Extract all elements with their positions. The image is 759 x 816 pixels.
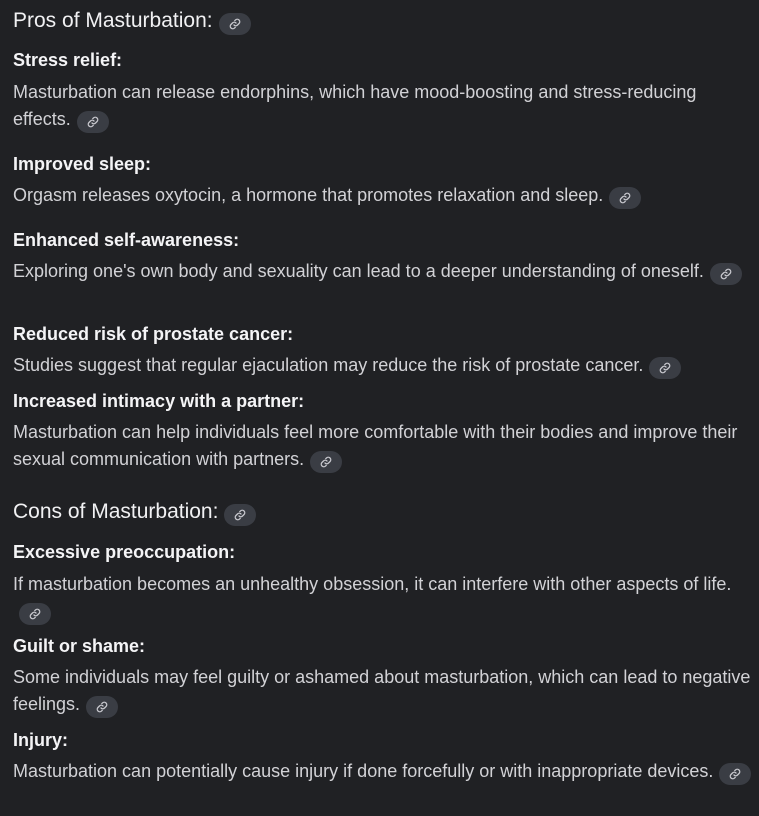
item-title: Injury:	[13, 730, 69, 750]
link-icon	[720, 268, 732, 280]
link-icon	[234, 509, 246, 521]
source-link-chip[interactable]	[310, 451, 342, 473]
source-link-chip[interactable]	[77, 111, 109, 133]
item-description	[13, 758, 753, 785]
item-description-text: Studies suggest that regular ejaculation may reduce the risk of prostate cancer.	[13, 355, 644, 375]
item-description	[13, 258, 753, 285]
item-description	[13, 79, 753, 133]
item-description	[13, 664, 753, 718]
item-title: Stress relief:	[13, 50, 123, 70]
item-description	[13, 182, 753, 209]
link-icon	[659, 362, 671, 374]
source-link-chip[interactable]	[609, 187, 641, 209]
item-title: Excessive preoccupation:	[13, 542, 236, 562]
section-heading-pros	[13, 9, 251, 35]
link-icon	[320, 456, 332, 468]
source-link-chip[interactable]	[86, 696, 118, 718]
item-title: Enhanced self-awareness:	[13, 230, 240, 250]
item-description-text: Some individuals may feel guilty or ashamed about masturbation, which can lead to negative feelings.	[13, 667, 751, 714]
item-description-text: If masturbation becomes an unhealthy obsession, it can interfere with other aspects of life.	[13, 574, 732, 594]
link-icon	[729, 768, 741, 780]
source-link-chip[interactable]	[719, 763, 751, 785]
item-description	[13, 571, 753, 625]
item-description	[13, 352, 753, 379]
link-icon	[29, 608, 41, 620]
source-link-chip[interactable]	[219, 13, 251, 35]
item-title: Guilt or shame:	[13, 636, 146, 656]
source-link-chip[interactable]	[710, 263, 742, 285]
link-icon	[229, 18, 241, 30]
section-heading-text: Cons of Masturbation:	[13, 500, 219, 523]
source-link-chip[interactable]	[224, 504, 256, 526]
item-description-text: Exploring one's own body and sexuality can lead to a deeper understanding of oneself.	[13, 261, 704, 281]
item-description-text: Masturbation can potentially cause injury if done forcefully or with inappropriate devices.	[13, 761, 714, 781]
section-heading-text: Pros of Masturbation:	[13, 9, 213, 32]
item-title: Increased intimacy with a partner:	[13, 391, 305, 411]
link-icon	[619, 192, 631, 204]
section-heading-cons	[13, 500, 256, 526]
link-icon	[96, 701, 108, 713]
item-description-text: Masturbation can help individuals feel more comfortable with their bodies and improve their sexual communication with partners.	[13, 422, 738, 469]
item-description-text: Masturbation can release endorphins, which have mood-boosting and stress-reducing effects.	[13, 82, 697, 129]
item-description	[13, 419, 753, 473]
item-title: Reduced risk of prostate cancer:	[13, 324, 294, 344]
source-link-chip[interactable]	[19, 603, 51, 625]
item-title: Improved sleep:	[13, 154, 152, 174]
link-icon	[87, 116, 99, 128]
source-link-chip[interactable]	[649, 357, 681, 379]
item-description-text: Orgasm releases oxytocin, a hormone that promotes relaxation and sleep.	[13, 185, 604, 205]
